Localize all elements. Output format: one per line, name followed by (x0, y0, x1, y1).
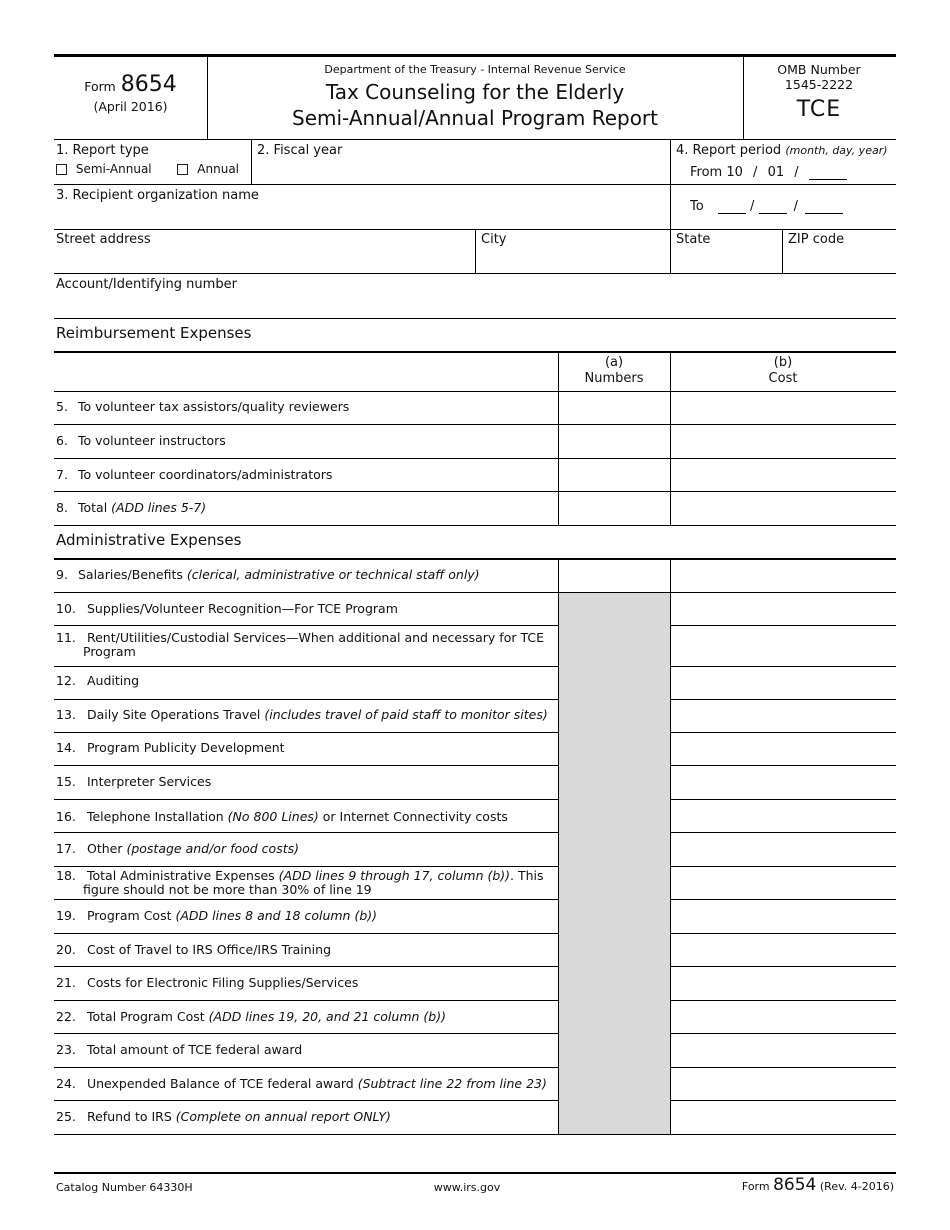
line-text-continued: Program (83, 644, 136, 659)
annual-checkbox[interactable] (177, 164, 188, 175)
line-15 (56, 774, 211, 789)
line-number: 17. (56, 841, 76, 856)
recipient-input[interactable] (56, 206, 666, 226)
reimbursement-title: Reimbursement Expenses (56, 324, 252, 342)
zip-input[interactable] (785, 250, 893, 270)
line-text: Total Program Cost (86, 1009, 209, 1024)
line-number: 13. (56, 707, 76, 722)
line-25 (56, 1109, 391, 1124)
line-note: (postage and/or food costs) (126, 841, 299, 856)
admin-rule (670, 1033, 896, 1034)
line-number: 5. (56, 399, 68, 414)
line-13-cost-input[interactable] (672, 701, 894, 731)
line-22 (56, 1009, 446, 1024)
line-number: 24. (56, 1076, 76, 1091)
rule-period-mid (670, 184, 896, 185)
admin-rule (54, 933, 558, 934)
to-month-input[interactable] (718, 202, 746, 214)
rule-row4 (54, 318, 896, 319)
line-14-cost-input[interactable] (672, 734, 894, 764)
line-text: Salaries/Benefits (77, 567, 187, 582)
admin-rule (670, 933, 896, 934)
from-label: From (690, 165, 723, 180)
period-to-row (690, 199, 843, 214)
street-label: Street address (56, 232, 151, 247)
line-text: To volunteer coordinators/administrators (77, 467, 333, 482)
from-month[interactable]: 10 (726, 165, 743, 180)
line-19-cost-input[interactable] (672, 901, 894, 932)
admin-rule (670, 866, 896, 867)
website: www.irs.gov (433, 1181, 501, 1194)
line-text: Supplies/Volunteer Recognition—For TCE Program (86, 601, 398, 616)
line-number: 11. (56, 630, 76, 645)
admin-rule (670, 732, 896, 733)
line-number: 9. (56, 567, 68, 582)
line-10-cost-input[interactable] (672, 594, 894, 624)
semi-annual-label: Semi-Annual (75, 162, 152, 176)
line-17-cost-input[interactable] (672, 834, 894, 865)
line-text: Costs for Electronic Filing Supplies/Services (86, 975, 359, 990)
admin-rule (54, 1033, 558, 1034)
line-number: 23. (56, 1042, 76, 1057)
admin-bottom-rule (54, 1134, 896, 1135)
admin-rule (670, 699, 896, 700)
line-18-cost-input[interactable] (672, 868, 894, 898)
admin-col-a-divider (558, 558, 559, 1134)
line-25-cost-input[interactable] (672, 1102, 894, 1133)
line-note: (No 800 Lines) (227, 809, 319, 824)
administrative-title: Administrative Expenses (56, 531, 242, 549)
admin-rule (54, 592, 896, 593)
zip-label: ZIP code (788, 232, 845, 247)
reimb-col-b-divider (670, 351, 671, 525)
header-bottom-rule (54, 139, 896, 140)
line-10 (56, 601, 398, 616)
line-6-numbers-input[interactable] (560, 426, 668, 457)
line-text: Interpreter Services (86, 774, 212, 789)
report-period-label (676, 143, 888, 158)
line-21-cost-input[interactable] (672, 968, 894, 999)
line-number: 12. (56, 673, 76, 688)
line-13 (56, 707, 548, 722)
line-number: 20. (56, 942, 76, 957)
admin-rule (54, 699, 558, 700)
line-number: 6. (56, 433, 68, 448)
admin-rule (670, 966, 896, 967)
line-text: Refund to IRS (86, 1109, 176, 1124)
admin-rule (54, 866, 558, 867)
line-8 (56, 500, 206, 515)
state-input[interactable] (673, 250, 779, 270)
fiscal-year-label: 2. Fiscal year (257, 143, 343, 158)
city-label: City (481, 232, 507, 247)
line-22-cost-input[interactable] (672, 1002, 894, 1032)
line-9-numbers-input[interactable] (560, 560, 668, 591)
line-23 (56, 1042, 302, 1057)
rule-row1 (54, 184, 671, 185)
top-rule (54, 54, 896, 57)
admin-rule (670, 799, 896, 800)
line-text-rest: . This (510, 868, 544, 883)
report-period-hint: (month, day, year) (785, 144, 888, 157)
line-17 (56, 841, 299, 856)
line-text: Total amount of TCE federal award (86, 1042, 303, 1057)
admin-rule (670, 832, 896, 833)
footer-form-word: Form (741, 1180, 770, 1193)
admin-col-b-divider (670, 558, 671, 1134)
line-14 (56, 740, 285, 755)
line-11 (56, 631, 544, 659)
line-note: (Subtract line 22 from line 23) (357, 1076, 547, 1091)
line-text: Cost of Travel to IRS Office/IRS Training (86, 942, 332, 957)
annual-label: Annual (197, 162, 240, 176)
line-19 (56, 908, 377, 923)
form-date: (April 2016) (93, 99, 168, 114)
slash: / (794, 165, 799, 180)
footer-revision: (Rev. 4-2016) (819, 1180, 894, 1193)
line-number: 15. (56, 774, 76, 789)
admin-rule (54, 1067, 558, 1068)
line-5-cost-input[interactable] (672, 393, 894, 423)
line-12 (56, 673, 139, 688)
omb-block (743, 62, 895, 122)
form-id-block (54, 72, 207, 114)
omb-number: 1545-2222 (784, 77, 854, 92)
account-input[interactable] (56, 295, 892, 315)
state-label: State (676, 232, 711, 247)
admin-rule (54, 666, 558, 667)
admin-rule (54, 732, 558, 733)
line-text: Telephone Installation (86, 809, 228, 824)
report-type-options (56, 162, 239, 176)
fiscal-year-input[interactable] (252, 162, 668, 182)
line-number: 19. (56, 908, 76, 923)
admin-rule (670, 899, 896, 900)
semi-annual-checkbox[interactable] (56, 164, 67, 175)
street-input[interactable] (56, 250, 471, 270)
divider-city (475, 229, 476, 274)
admin-rule (54, 765, 558, 766)
line-16 (56, 809, 508, 824)
footer-form-id (742, 1175, 894, 1195)
line-8-numbers-input[interactable] (560, 493, 668, 524)
admin-rule (670, 1100, 896, 1101)
reimb-header-rule (54, 391, 896, 392)
line-note: (ADD lines 5-7) (111, 500, 207, 515)
title-line-2: Semi-Annual/Annual Program Report (292, 106, 658, 130)
reimb-rule (54, 424, 896, 425)
col-a-header (558, 355, 670, 387)
line-7-cost-input[interactable] (672, 460, 894, 490)
line-number: 25. (56, 1109, 76, 1124)
line-number: 22. (56, 1009, 76, 1024)
line-16-cost-input[interactable] (672, 801, 894, 831)
report-type-label: 1. Report type (56, 143, 149, 158)
line-15-cost-input[interactable] (672, 767, 894, 798)
reimbursement-top-rule (54, 351, 896, 353)
line-number: 16. (56, 809, 76, 824)
from-day[interactable]: 01 (767, 165, 785, 180)
line-text: Unexpended Balance of TCE federal award (86, 1076, 358, 1091)
footer-form-number: 8654 (773, 1175, 817, 1195)
line-24 (56, 1076, 547, 1091)
line-6-cost-input[interactable] (672, 426, 894, 457)
slash: / (753, 165, 758, 180)
line-note: (ADD lines 8 and 18 column (b)) (175, 908, 378, 923)
line-number: 8. (56, 500, 68, 515)
reimb-rule (54, 525, 896, 526)
city-input[interactable] (478, 250, 666, 270)
to-day-input[interactable] (759, 202, 787, 214)
line-note: (Complete on annual report ONLY) (175, 1109, 391, 1124)
reimb-col-a-divider (558, 351, 559, 525)
line-7 (56, 467, 332, 482)
line-number: 14. (56, 740, 76, 755)
recipient-label: 3. Recipient organization name (56, 188, 259, 203)
title-line-1: Tax Counseling for the Elderly (325, 80, 625, 104)
line-text: Program Cost (86, 908, 176, 923)
line-number: 18. (56, 868, 76, 883)
col-b-label: Cost (768, 371, 798, 386)
period-from-row (690, 165, 847, 180)
col-a-letter: (a) (604, 355, 624, 370)
title-block (207, 63, 743, 131)
divider-zip (782, 229, 783, 274)
admin-rule (54, 1000, 558, 1001)
admin-rule (54, 625, 558, 626)
report-period-title: 4. Report period (676, 143, 782, 158)
line-9-cost-input[interactable] (672, 560, 894, 591)
col-b-header (670, 355, 896, 387)
admin-rule (670, 765, 896, 766)
line-18 (56, 869, 544, 897)
line-text: To volunteer tax assistors/quality reviewers (77, 399, 350, 414)
line-7-numbers-input[interactable] (560, 460, 668, 490)
line-text-rest: or Internet Connectivity costs (318, 809, 508, 824)
reimb-rule (54, 491, 896, 492)
admin-rule (670, 625, 896, 626)
footer-rule (54, 1172, 896, 1174)
line-21 (56, 975, 358, 990)
admin-rule (54, 899, 558, 900)
slash: / (749, 199, 755, 214)
line-20-cost-input[interactable] (672, 935, 894, 965)
line-11-cost-input[interactable] (672, 627, 894, 665)
line-note: (clerical, administrative or technical staff only) (186, 567, 480, 582)
line-text: To volunteer instructors (77, 433, 226, 448)
line-5 (56, 399, 349, 414)
line-8-cost-input[interactable] (672, 493, 894, 524)
col-b-letter: (b) (773, 355, 793, 370)
to-year-input[interactable] (805, 202, 843, 214)
line-number: 21. (56, 975, 76, 990)
line-note: (includes travel of paid staff to monitor sites) (264, 707, 548, 722)
divider-state (670, 229, 671, 274)
line-20 (56, 942, 331, 957)
reimb-rule (54, 458, 896, 459)
admin-rule (54, 1100, 558, 1101)
form-number: 8654 (120, 72, 177, 97)
slash: / (793, 199, 799, 214)
line-6 (56, 433, 226, 448)
form-word: Form (84, 79, 116, 94)
from-year-input[interactable] (809, 168, 847, 180)
department: Department of the Treasury - Internal Revenue Service (324, 63, 626, 76)
program-code: TCE (796, 97, 842, 122)
line-text: Total (77, 500, 112, 515)
line-text: Daily Site Operations Travel (86, 707, 265, 722)
admin-rule (54, 832, 558, 833)
omb-label: OMB Number (777, 62, 861, 77)
line-text: Total Administrative Expenses (86, 868, 279, 883)
col-a-label: Numbers (584, 371, 644, 386)
line-number: 7. (56, 467, 68, 482)
catalog-number: Catalog Number 64330H (56, 1181, 193, 1194)
shaded-column (559, 593, 670, 1134)
to-label: To (690, 199, 704, 214)
admin-rule (54, 799, 558, 800)
line-text-continued: figure should not be more than 30% of line 19 (83, 882, 372, 897)
account-label: Account/Identifying number (56, 277, 237, 292)
admin-rule (670, 1000, 896, 1001)
line-text: Auditing (86, 673, 140, 688)
line-24-cost-input[interactable] (672, 1069, 894, 1099)
line-12-cost-input[interactable] (672, 668, 894, 698)
line-note: (ADD lines 19, 20, and 21 column (b)) (208, 1009, 446, 1024)
line-5-numbers-input[interactable] (560, 393, 668, 423)
line-note: (ADD lines 9 through 17, column (b)) (278, 868, 511, 883)
admin-rule (670, 666, 896, 667)
rule-row3 (54, 273, 896, 274)
line-23-cost-input[interactable] (672, 1035, 894, 1066)
line-number: 10. (56, 601, 76, 616)
line-text: Rent/Utilities/Custodial Services—When additional and necessary for TCE (86, 630, 544, 645)
line-9 (56, 567, 480, 582)
line-text: Program Publicity Development (86, 740, 285, 755)
line-text: Other (86, 841, 127, 856)
admin-rule (670, 1067, 896, 1068)
admin-rule (54, 966, 558, 967)
